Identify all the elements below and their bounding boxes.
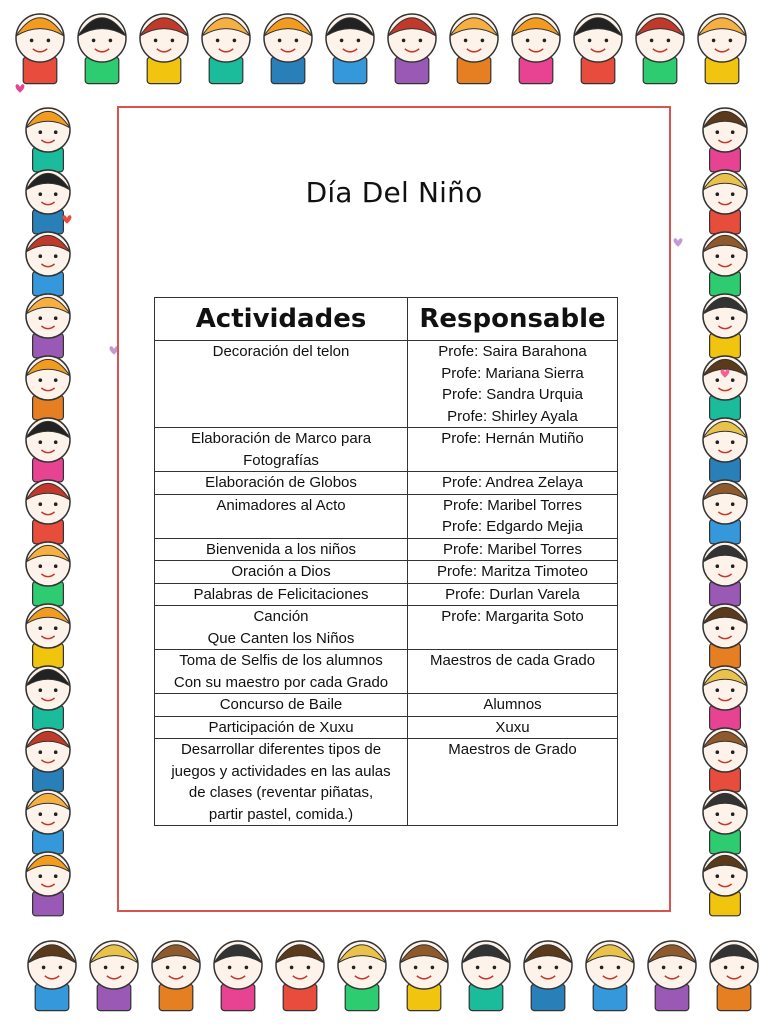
activity-text: Fotografías xyxy=(243,451,319,469)
activity-text: Canción xyxy=(253,608,309,625)
responsible-cell xyxy=(408,606,618,650)
activity-text: Concurso de Baile xyxy=(219,696,343,713)
table-row xyxy=(155,606,618,650)
responsible-text: Profe: Maribel Torres xyxy=(443,540,582,558)
header-activities: Actividades xyxy=(155,298,408,341)
responsible-cell xyxy=(408,561,618,584)
table-row xyxy=(155,650,618,694)
activity-cell xyxy=(155,341,408,428)
responsible-text: Profe: Sandra Urquia xyxy=(442,386,583,403)
responsible-text: Profe: Shirley Ayala xyxy=(447,407,578,425)
activity-cell xyxy=(155,538,408,561)
responsible-text: Profe: Edgardo Mejia xyxy=(442,518,583,535)
activity-text: Decoración del telon xyxy=(212,343,350,360)
table-header-row xyxy=(155,298,618,341)
activity-text: Oración a Dios xyxy=(231,563,331,580)
activity-cell xyxy=(155,472,408,495)
table-row xyxy=(155,341,618,428)
activity-text: Animadores al Acto xyxy=(216,496,346,514)
responsible-cell xyxy=(408,650,618,694)
table-body xyxy=(155,341,618,826)
responsible-text: Profe: Saira Barahona xyxy=(438,343,587,360)
activities-table xyxy=(154,297,618,826)
responsible-cell xyxy=(408,494,618,538)
table-row xyxy=(155,694,618,717)
activity-text: de clases (reventar piñatas, xyxy=(188,784,374,801)
activity-text: Participación de Xuxu xyxy=(208,718,354,736)
activity-cell xyxy=(155,606,408,650)
responsible-text: Profe: Margarita Soto xyxy=(441,608,584,625)
activity-text: Desarrollar diferentes tipos de xyxy=(180,741,382,758)
responsible-cell xyxy=(408,428,618,472)
activity-text: Que Canten los Niños xyxy=(207,629,355,647)
responsible-cell xyxy=(408,472,618,495)
responsible-text: Xuxu xyxy=(495,718,530,736)
responsible-cell xyxy=(408,694,618,717)
activity-text: Elaboración de Marco para xyxy=(190,430,372,447)
responsible-text: Alumnos xyxy=(483,696,542,713)
responsible-cell xyxy=(408,583,618,606)
activity-cell xyxy=(155,650,408,694)
table-row xyxy=(155,716,618,739)
activity-cell xyxy=(155,739,408,826)
activity-cell xyxy=(155,716,408,739)
responsible-text: Profe: Hernán Mutiño xyxy=(441,430,584,447)
activity-cell xyxy=(155,494,408,538)
responsible-text: Profe: Maritza Timoteo xyxy=(437,563,588,580)
activity-text: partir pastel, comida.) xyxy=(208,805,354,823)
activity-text: juegos y actividades en las aulas xyxy=(171,762,391,780)
activity-text: Con su maestro por cada Grado xyxy=(173,673,389,691)
responsible-cell xyxy=(408,739,618,826)
table-row xyxy=(155,472,618,495)
activity-cell xyxy=(155,428,408,472)
responsible-cell xyxy=(408,538,618,561)
table-row xyxy=(155,428,618,472)
activity-cell xyxy=(155,583,408,606)
responsible-text: Profe: Andrea Zelaya xyxy=(442,474,583,491)
table-row xyxy=(155,583,618,606)
responsible-text: Maestros de cada Grado xyxy=(429,652,596,669)
activity-cell xyxy=(155,694,408,717)
header-responsible: Responsable xyxy=(408,298,618,341)
activity-text: Bienvenida a los niños xyxy=(205,540,357,558)
table-row xyxy=(155,561,618,584)
responsible-text: Profe: Durlan Varela xyxy=(445,585,580,603)
document-page xyxy=(117,106,671,912)
table-row xyxy=(155,739,618,826)
activity-text: Toma de Selfis de los alumnos xyxy=(179,652,383,669)
activity-cell xyxy=(155,561,408,584)
responsible-cell xyxy=(408,716,618,739)
responsible-cell xyxy=(408,341,618,428)
page-title: Día Del Niño xyxy=(305,176,483,209)
responsible-text: Maestros de Grado xyxy=(448,741,577,758)
activity-text: Palabras de Felicitaciones xyxy=(193,585,369,603)
table-row xyxy=(155,494,618,538)
activity-text: Elaboración de Globos xyxy=(205,474,357,491)
responsible-text: Profe: Maribel Torres xyxy=(443,496,582,514)
responsible-text: Profe: Mariana Sierra xyxy=(441,364,584,382)
table-row xyxy=(155,538,618,561)
